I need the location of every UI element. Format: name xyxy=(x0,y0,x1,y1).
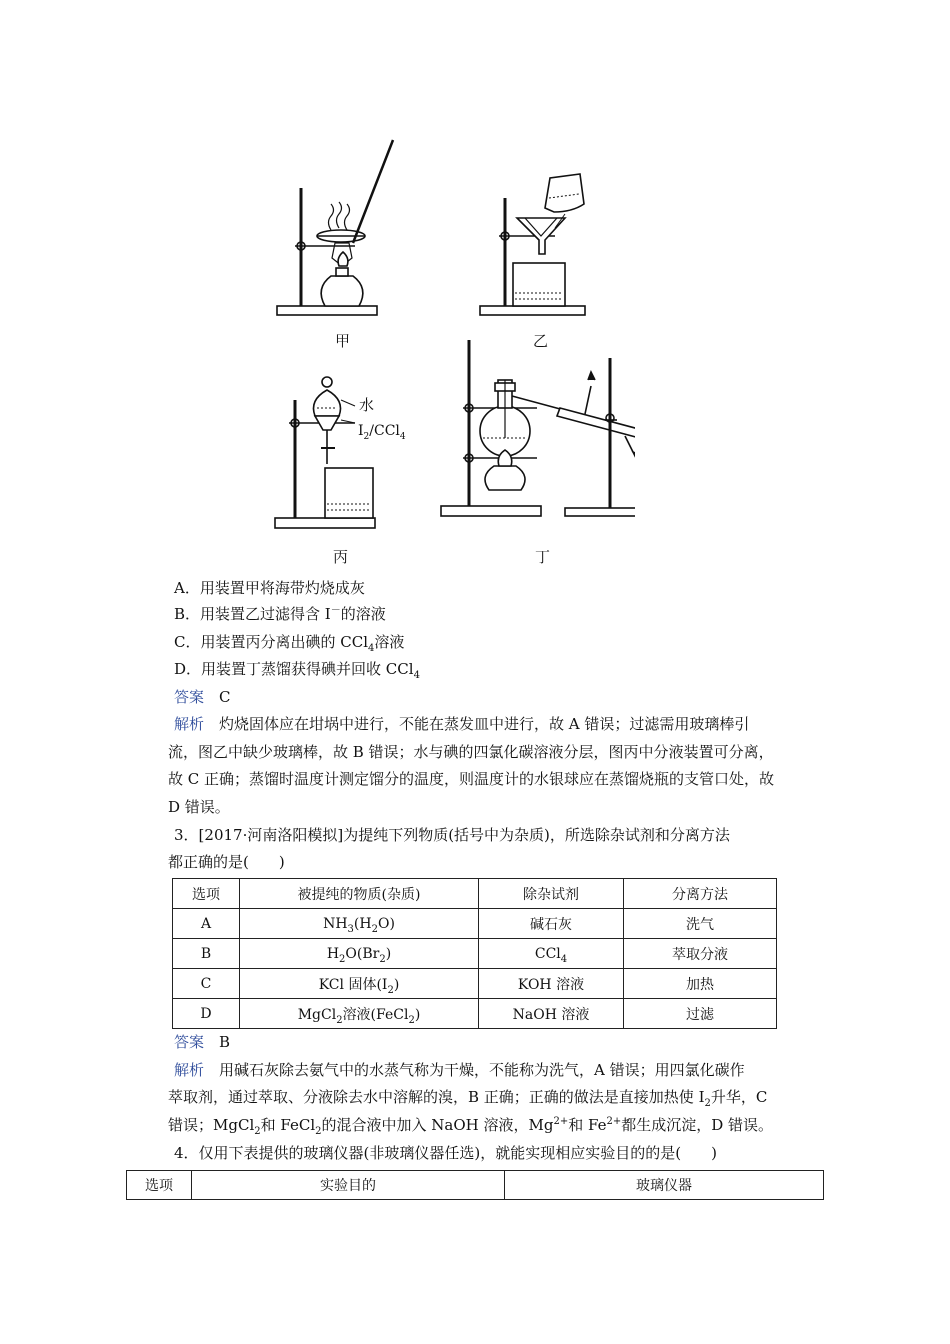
apparatus-figure xyxy=(255,118,635,570)
question-3-line2: 都正确的是( ) xyxy=(168,853,285,871)
option-b: B．用装置乙过滤得含 I－的溶液 xyxy=(174,605,386,623)
label-ding: 丁 xyxy=(535,548,551,566)
label-iodine-solution: $I_2/CCl_4$ xyxy=(358,423,406,442)
apparatus-yi xyxy=(480,174,585,315)
analysis-q2-line3: 故 C 正确；蒸馏时温度计测定馏分的温度，则温度计的水银球应在蒸馏烧瓶的支管口处，故 xyxy=(168,770,775,788)
option-d: D．用装置丁蒸馏获得碘并回收 CCl$_4$ xyxy=(174,660,420,681)
analysis-label: 解析 xyxy=(174,1061,205,1079)
question-4-line1: 4．仅用下表提供的玻璃仪器(非玻璃仪器任选)，就能实现相应实验目的的是( ) xyxy=(174,1144,717,1162)
answer-q2: 答案 C xyxy=(174,688,231,706)
answer-label: 答案 xyxy=(174,688,205,706)
table-header-row: 选项 实验目的 玻璃仪器 xyxy=(127,1171,824,1200)
option-c: C．用装置丙分离出碘的 CCl$_4$溶液 xyxy=(174,633,405,654)
analysis-label: 解析 xyxy=(174,715,205,733)
label-water: 水 xyxy=(359,396,375,414)
analysis-q3-line3: 错误；MgCl$_2$和 FeCl$_2$的混合液中加入 NaOH 溶液，$Mg^{2+}$和 $Fe^{2+}$都生成沉淀，D 错误。 xyxy=(168,1116,773,1137)
table-row: A $NH_3(H_2O)$ 碱石灰 洗气 xyxy=(173,909,777,939)
apparatus-jia xyxy=(277,140,393,315)
analysis-q3-line2: 萃取剂，通过萃取、分液除去水中溶解的溴，B 正确；正确的做法是直接加热使 $I_2$升华，C xyxy=(168,1088,768,1109)
question-3-line1: 3．[2017·河南洛阳模拟]为提纯下列物质(括号中为杂质)，所选除杂试剂和分离方法 xyxy=(174,826,730,844)
purification-table xyxy=(172,878,777,1029)
label-jia: 甲 xyxy=(335,332,351,350)
table-row: D MgCl$_2$溶液(FeCl$_2$) NaOH 溶液 过滤 xyxy=(173,999,777,1029)
table-header-row: 选项 被提纯的物质(杂质) 除杂试剂 分离方法 xyxy=(173,879,777,909)
analysis-q3-line1: 解析 用碱石灰除去氨气中的水蒸气称为干燥，不能称为洗气，A 错误；用四氯化碳作 xyxy=(174,1061,745,1079)
answer-label: 答案 xyxy=(174,1033,205,1051)
label-yi: 乙 xyxy=(533,332,549,350)
analysis-q2-line4: D 错误。 xyxy=(168,798,230,816)
label-bing: 丙 xyxy=(333,548,349,566)
answer-q3: 答案 B xyxy=(174,1033,231,1051)
table-row: C KCl 固体$(I_2)$ KOH 溶液 加热 xyxy=(173,969,777,999)
glassware-table xyxy=(126,1170,824,1200)
apparatus-ding xyxy=(441,340,635,516)
table-row: B $H_2O(Br_2)$ CCl$_4$ 萃取分液 xyxy=(173,939,777,969)
analysis-q2-line1: 解析 灼烧固体应在坩埚中进行，不能在蒸发皿中进行，故 A 错误；过滤需用玻璃棒引 xyxy=(174,715,750,733)
analysis-q2-line2: 流，图乙中缺少玻璃棒，故 B 错误；水与碘的四氯化碳溶液分层，图丙中分液装置可分离， xyxy=(168,743,774,761)
option-a: A．用装置甲将海带灼烧成灰 xyxy=(174,579,365,597)
